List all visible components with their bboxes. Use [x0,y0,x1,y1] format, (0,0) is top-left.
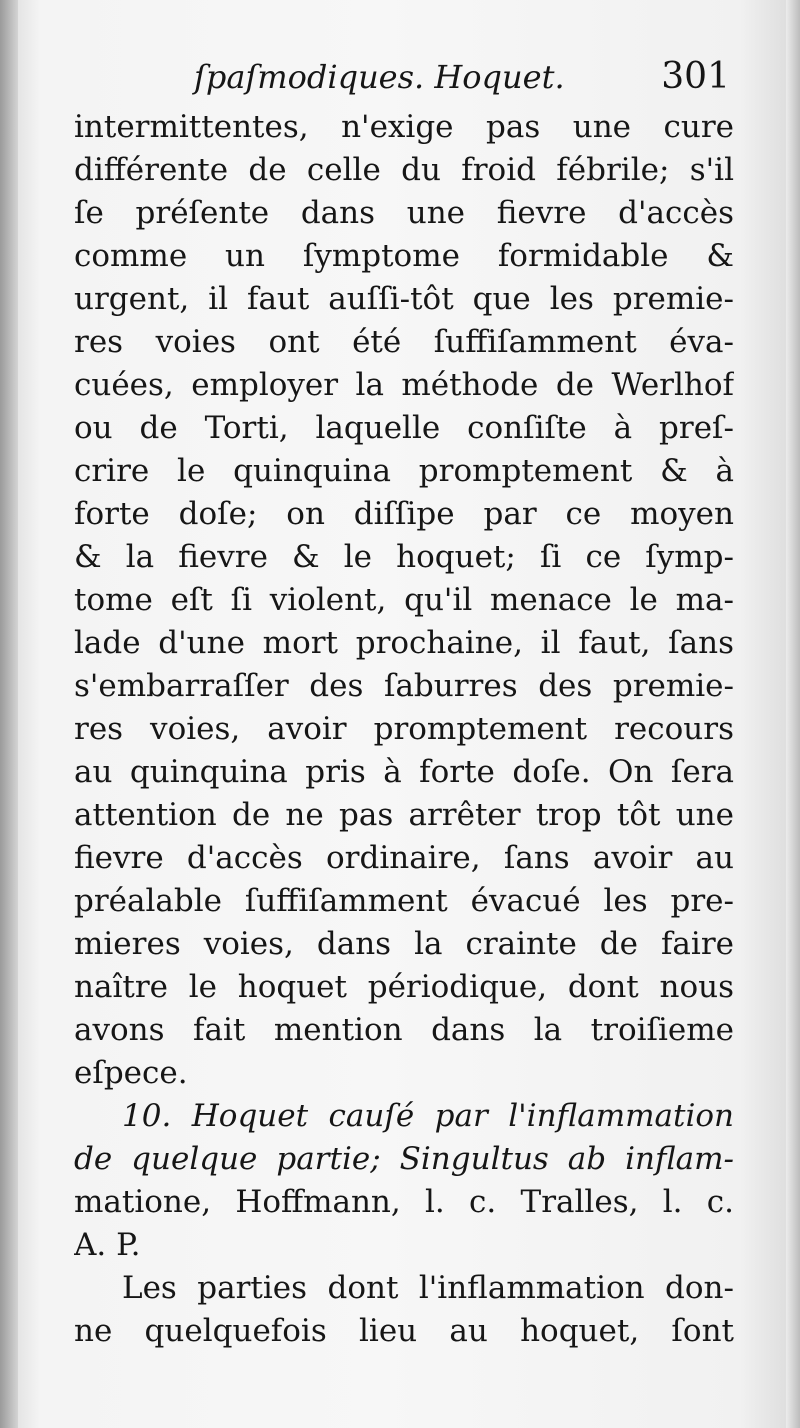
text-line: cuées, employer la méthode de Werlhof [74,367,734,403]
section-heading-line: 10. Hoquet cauſé par l'inflammation [122,1098,734,1134]
text-line: & la fievre & le hoquet; ſi ce ſymp- [74,539,734,575]
text-line: mieres voies, dans la crainte de faire [74,926,734,962]
page-number: 301 [661,56,730,97]
text-line: ou de Torti, laquelle conſiſte à preſ- [74,410,734,446]
text-line: comme un ſymptome formidable & [74,238,734,274]
text-line: eſpece. [74,1055,188,1091]
section-heading-line: de quelque partie; Singultus ab inflam- [74,1141,734,1177]
text-line: naître le hoquet périodique, dont nous [74,969,734,1005]
running-head-title: ſpaſmodiques. Hoquet. [194,58,565,96]
section-heading-line: matione, Hoffmann, l. c. Tralles, l. c. [74,1184,734,1220]
text-line: ſe préſente dans une fievre d'accès [74,195,734,231]
running-head [74,48,734,106]
section-heading-line: A. P. [74,1227,141,1263]
text-line: au quinquina pris à forte doſe. On ſera [74,754,734,790]
text-line: ne quelquefois lieu au hoquet, ſont [74,1313,734,1349]
text-line: forte doſe; on diſſipe par ce moyen [74,496,734,532]
page-gutter-shadow [0,0,18,1428]
text-line: Les parties dont l'inflammation don- [122,1270,734,1306]
text-line: crire le quinquina promptement & à [74,453,734,489]
text-line: attention de ne pas arrêter trop tôt une [74,797,734,833]
text-line: préalable ſuffiſamment évacué les pre- [74,883,734,919]
text-line: res voies ont été ſuffiſamment éva- [74,324,734,360]
text-line: res voies, avoir promptement recours [74,711,734,747]
text-line: différente de celle du froid fébrile; s'il [74,152,734,188]
text-line: lade d'une mort prochaine, il faut, ſans [74,625,734,661]
text-line: urgent, il faut auſſi-tôt que les premie- [74,281,734,317]
text-block [74,48,734,1353]
page-edge-shadow [786,0,800,1428]
text-line: intermittentes, n'exige pas une cure [74,109,734,145]
text-line: tome eſt ſi violent, qu'il menace le ma- [74,582,734,618]
text-line: s'embarraſſer des ſaburres des premie- [74,668,734,704]
text-line: fievre d'accès ordinaire, ſans avoir au [74,840,734,876]
text-line: avons fait mention dans la troiſieme [74,1012,734,1048]
